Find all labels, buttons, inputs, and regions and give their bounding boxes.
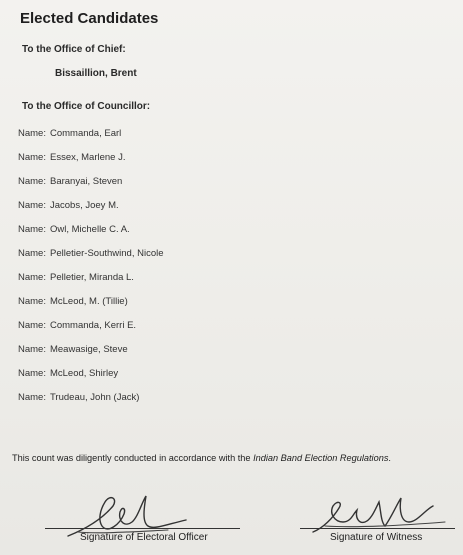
councillor-entry: [18, 224, 164, 248]
name-label: Name:: [18, 128, 46, 139]
councillor-list: [18, 128, 164, 416]
councillor-name: Pelletier, Miranda L.: [49, 272, 134, 283]
councillor-entry: [18, 248, 164, 272]
councillor-name: Baranyai, Steven: [49, 176, 123, 187]
councillor-entry: [18, 152, 164, 176]
councillor-name: Commanda, Kerri E.: [49, 320, 137, 331]
councillor-name: McLeod, M. (Tillie): [49, 296, 128, 307]
name-label: Name:: [18, 176, 46, 187]
councillor-entry: [18, 176, 164, 200]
name-label: Name:: [18, 224, 46, 235]
name-label: Name:: [18, 200, 46, 211]
councillor-entry: [18, 344, 164, 368]
statement-text: This count was diligently conducted in accordance with the: [12, 453, 254, 463]
councillor-entry: [18, 392, 164, 416]
name-label: Name:: [18, 248, 46, 259]
councillor-entry: [18, 272, 164, 296]
name-label: Name:: [18, 344, 46, 355]
councillor-entry: [18, 296, 164, 320]
name-label: Name:: [18, 272, 46, 283]
regulation-name: Indian Band Election Regulations: [253, 453, 389, 463]
electoral-officer-caption: Signature of Electoral Officer: [80, 532, 208, 543]
name-label: Name:: [18, 296, 46, 307]
councillor-name: Trudeau, John (Jack): [49, 392, 140, 403]
councillor-name: McLeod, Shirley: [49, 368, 119, 379]
councillor-name: Essex, Marlene J.: [49, 152, 126, 163]
name-label: Name:: [18, 392, 46, 403]
councillor-name: Pelletier-Southwind, Nicole: [49, 248, 164, 259]
witness-signature-line: [300, 528, 455, 529]
councillor-entry: [18, 200, 164, 224]
chief-name: Bissaillion, Brent: [55, 68, 137, 79]
document-title: Elected Candidates: [20, 10, 159, 27]
name-label: Name:: [18, 320, 46, 331]
councillor-entry: [18, 320, 164, 344]
councillor-entry: [18, 368, 164, 392]
name-label: Name:: [18, 368, 46, 379]
witness-caption: Signature of Witness: [330, 532, 423, 543]
name-label: Name:: [18, 152, 46, 163]
councillor-entry: [18, 128, 164, 152]
statement-period: .: [388, 453, 391, 463]
councillor-name: Meawasige, Steve: [49, 344, 128, 355]
electoral-officer-signature-line: [45, 528, 240, 529]
councillor-name: Jacobs, Joey M.: [49, 200, 119, 211]
councillor-name: Owl, Michelle C. A.: [49, 224, 130, 235]
councillor-heading: To the Office of Councillor:: [22, 101, 151, 112]
councillor-name: Commanda, Earl: [49, 128, 122, 139]
chief-heading: To the Office of Chief:: [22, 44, 126, 55]
certification-statement: [12, 453, 391, 463]
